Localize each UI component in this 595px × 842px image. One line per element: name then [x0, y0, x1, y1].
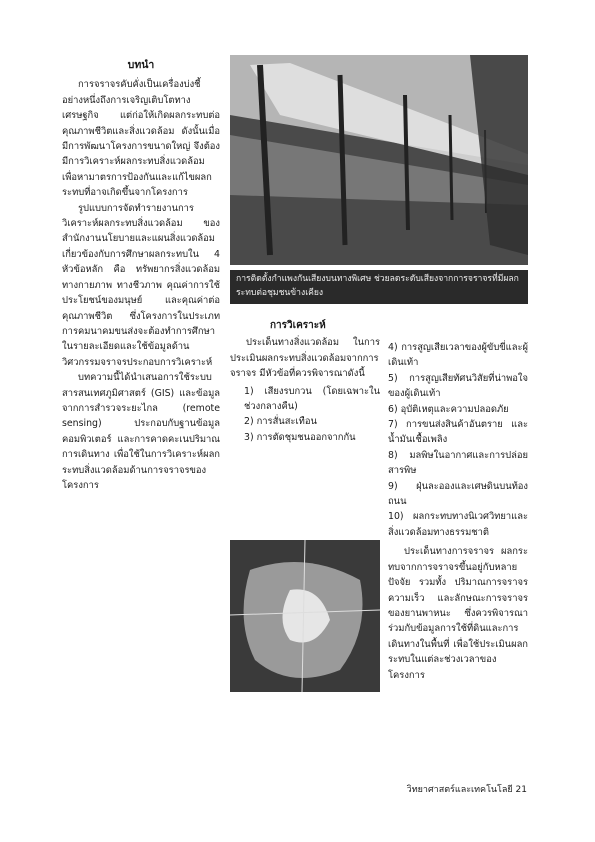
page-footer: วิทยาศาสตร์และเทคโนโลยี 21 — [406, 785, 527, 795]
intro-paragraph-3: บทความนี้ได้นำเสนอการใช้ระบบสารสนเทศภูมิศาสตร์ (GIS) และข้อมูลจากการสำรวจระยะไกล (remote sensing) ประกอบกับฐานข้อมูลคอมพิวเตอร์ และการคาดคะเนปริมาณการเดินทาง เพื่อใช้ในการวิเคราะห์ผลกระทบสิ่งแวดล้อมด้านการจราจรของโครงการ — [62, 372, 220, 491]
list-item: 2) การสั่นสะเทือน — [244, 416, 317, 428]
list-item: 9) ฝุ่นละอองและเศษดินบนท้องถนน — [388, 480, 528, 508]
left-column — [62, 58, 220, 493]
traffic-paragraph: ประเด็นทางการจราจร ผลกระทบจากการจราจรขึ้นอยู่กับหลายปัจจัย รวมทั้ง ปริมาณการจราจร ความเร็ว และลักษณะการจราจรของยานพาหนะ ซึ่งควรพิจารณาร่วมกับข้อมูลการใช้ที่ดินและการเดินทางในพื้นที่ เพื่อใช้ประเมินผลกระทบในแต่ละช่วงเวลาของโครงการ — [388, 546, 528, 681]
analysis-heading: การวิเคราะห์ — [270, 320, 326, 331]
analysis-intro: ประเด็นทางสิ่งแวดล้อม ในการประเมินผลกระทบสิ่งแวดล้อมจากการจราจร มีหัวข้อที่ควรพิจารณาดังนี้ — [230, 337, 380, 380]
intro-paragraph-1: การจราจรคับคั่งเป็นเครื่องบ่งชี้อย่างหนึ่งถึงการเจริญเติบโตทางเศรษฐกิจ แต่ก่อให้เกิดผลกระทบต่อคุณภาพชีวิตและสิ่งแวดล้อม ดังนั้นเมื่อมีการพัฒนาโครงการขนาดใหญ่ จึงต้องมีการวิเคราะห์ผลกระทบสิ่งแวดล้อม เพื่อหามาตรการป้องกันและแก้ไขผลกระทบที่อาจเกิดขึ้นจากโครงการ — [62, 79, 220, 199]
list-item: 7) การขนส่งสินค้าอันตราย และน้ำมันเชื้อเพลิง — [388, 419, 528, 446]
list-item: 1) เสียงรบกวน (โดยเฉพาะในช่วงกลางคืน) — [244, 385, 380, 413]
list-item: 10) ผลกระทบทางนิเวศวิทยาและสิ่งแวดล้อมทางธรรมชาติ — [388, 511, 528, 538]
right-column — [388, 340, 528, 683]
list-item: 4) การสูญเสียเวลาของผู้ขับขี่และผู้เดินเท้า — [388, 342, 528, 369]
top-photo — [230, 55, 528, 265]
middle-column — [230, 318, 380, 445]
list-item: 5) การสูญเสียทัศนวิสัยที่น่าพอใจของผู้เดินเท้า — [388, 372, 528, 400]
list-item: 8) มลพิษในอากาศและการปล่อยสารพิษ — [388, 449, 528, 477]
list-item: 3) การตัดชุมชนออกจากกัน — [244, 431, 356, 443]
intro-paragraph-2: รูปแบบการจัดทำรายงานการวิเคราะห์ผลกระทบสิ่งแวดล้อม ของสำนักงานนโยบายและแผนสิ่งแวดล้อม เกี่ยวข้องกับการศึกษาผลกระทบใน 4 หัวข้อหลัก คือ ทรัพยากรสิ่งแวดล้อมทางกายภาพ ทางชีวภาพ คุณค่าการใช้ประโยชน์ของมนุษย์ และคุณค่าต่อคุณภาพชีวิต ซึ่งโครงการในประเภทการคมนาคมขนส่งจะต้องทำการศึกษาในรายละเอียดและใช้ข้อมูลด้านวิศวกรรมจราจรประกอบการวิเคราะห์ — [62, 202, 220, 368]
top-photo-caption: การติดตั้งกำแพงกันเสียงบนทางพิเศษ ช่วยลดระดับเสียงจากการจราจรที่มีผลกระทบต่อชุมชนข้างเคียง — [230, 270, 528, 304]
bottom-photo — [230, 540, 380, 692]
section-heading-intro: บทนำ — [127, 59, 155, 71]
list-item: 6) อุบัติเหตุและความปลอดภัย — [388, 403, 509, 415]
